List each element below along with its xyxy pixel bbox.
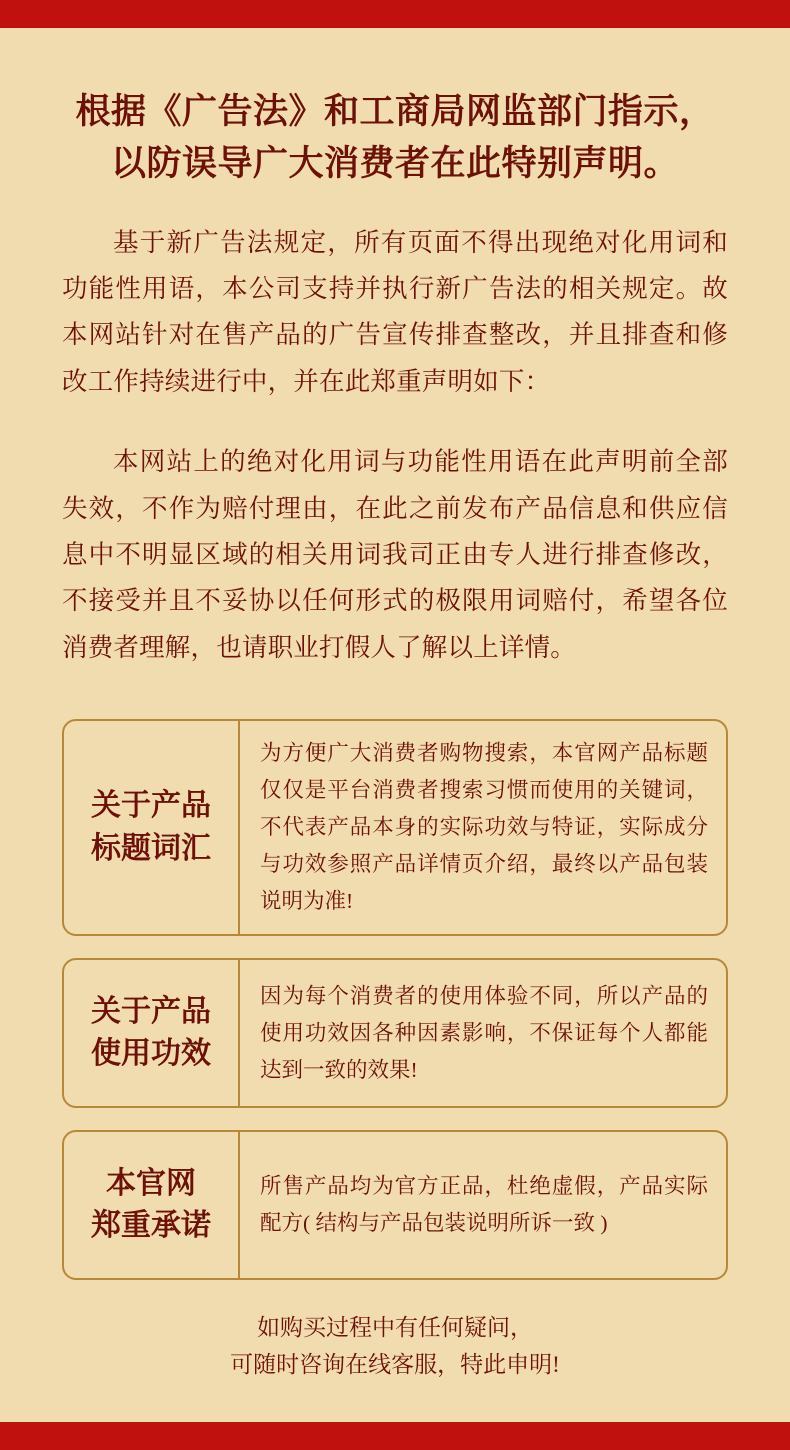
page-title-line-1: 根据《广告法》和工商局网监部门指示， [75,92,715,131]
statement-card-product-title [62,719,728,936]
card-title-line-1: 关于产品 [91,789,211,823]
card-body: 为方便广大消费者购物搜索，本官网产品标题仅仅是平台消费者搜索习惯而使用的关键词，不代表产品本身的实际功效与特证，实际成分与功效参照产品详情页介绍，最终以产品包装说明为准! [260,741,708,914]
statement-paragraph-1: 基于新广告法规定，所有页面不得出现绝对化用词和功能性用语，本公司支持并执行新广告法的相关规定。故本网站针对在售产品的广告宣传排查整改，并且排查和修改工作持续进行中，并在此郑重声明如下： [62,227,728,396]
card-title-line-2: 使用功效 [91,1037,211,1071]
card-title-line-1: 本官网 [106,1166,196,1200]
card-title [64,960,240,1106]
card-title-line-1: 关于产品 [91,994,211,1028]
statement-paragraph-2: 本网站上的绝对化用词与功能性用语在此声明前全部失效，不作为赔付理由，在此之前发布产品信息和供应信息中不明显区域的相关用词我司正由专人进行排查修改，不接受并且不妥协以任何形式的极限用词赔付，希望各位消费者理解，也请职业打假人了解以上详情。 [62,447,728,662]
card-title [64,721,240,934]
statement-card-official-promise [62,1130,728,1280]
card-body: 所售产品均为官方正品，杜绝虚假，产品实际配方( 结构与产品包装说明所诉一致 ) [260,1174,708,1236]
card-title [64,1132,240,1278]
card-body: 因为每个消费者的使用体验不同，所以产品的使用功效因各种因素影响，不保证每个人都能达到一致的效果! [260,983,708,1082]
statement-panel [0,28,790,1422]
footer-note [62,1310,728,1384]
statement-card-list [62,719,728,1280]
card-title-line-2: 郑重承诺 [91,1209,211,1243]
page-title-line-2: 以防误导广大消费者在此特别声明。 [110,143,679,183]
footer-note-line-1: 如购买过程中有任何疑问， [257,1315,533,1341]
statement-card-product-effect [62,958,728,1108]
page-title [62,86,728,190]
card-title-line-2: 标题词汇 [91,831,211,865]
footer-note-line-2: 可随时咨询在线客服，特此申明! [230,1351,560,1377]
